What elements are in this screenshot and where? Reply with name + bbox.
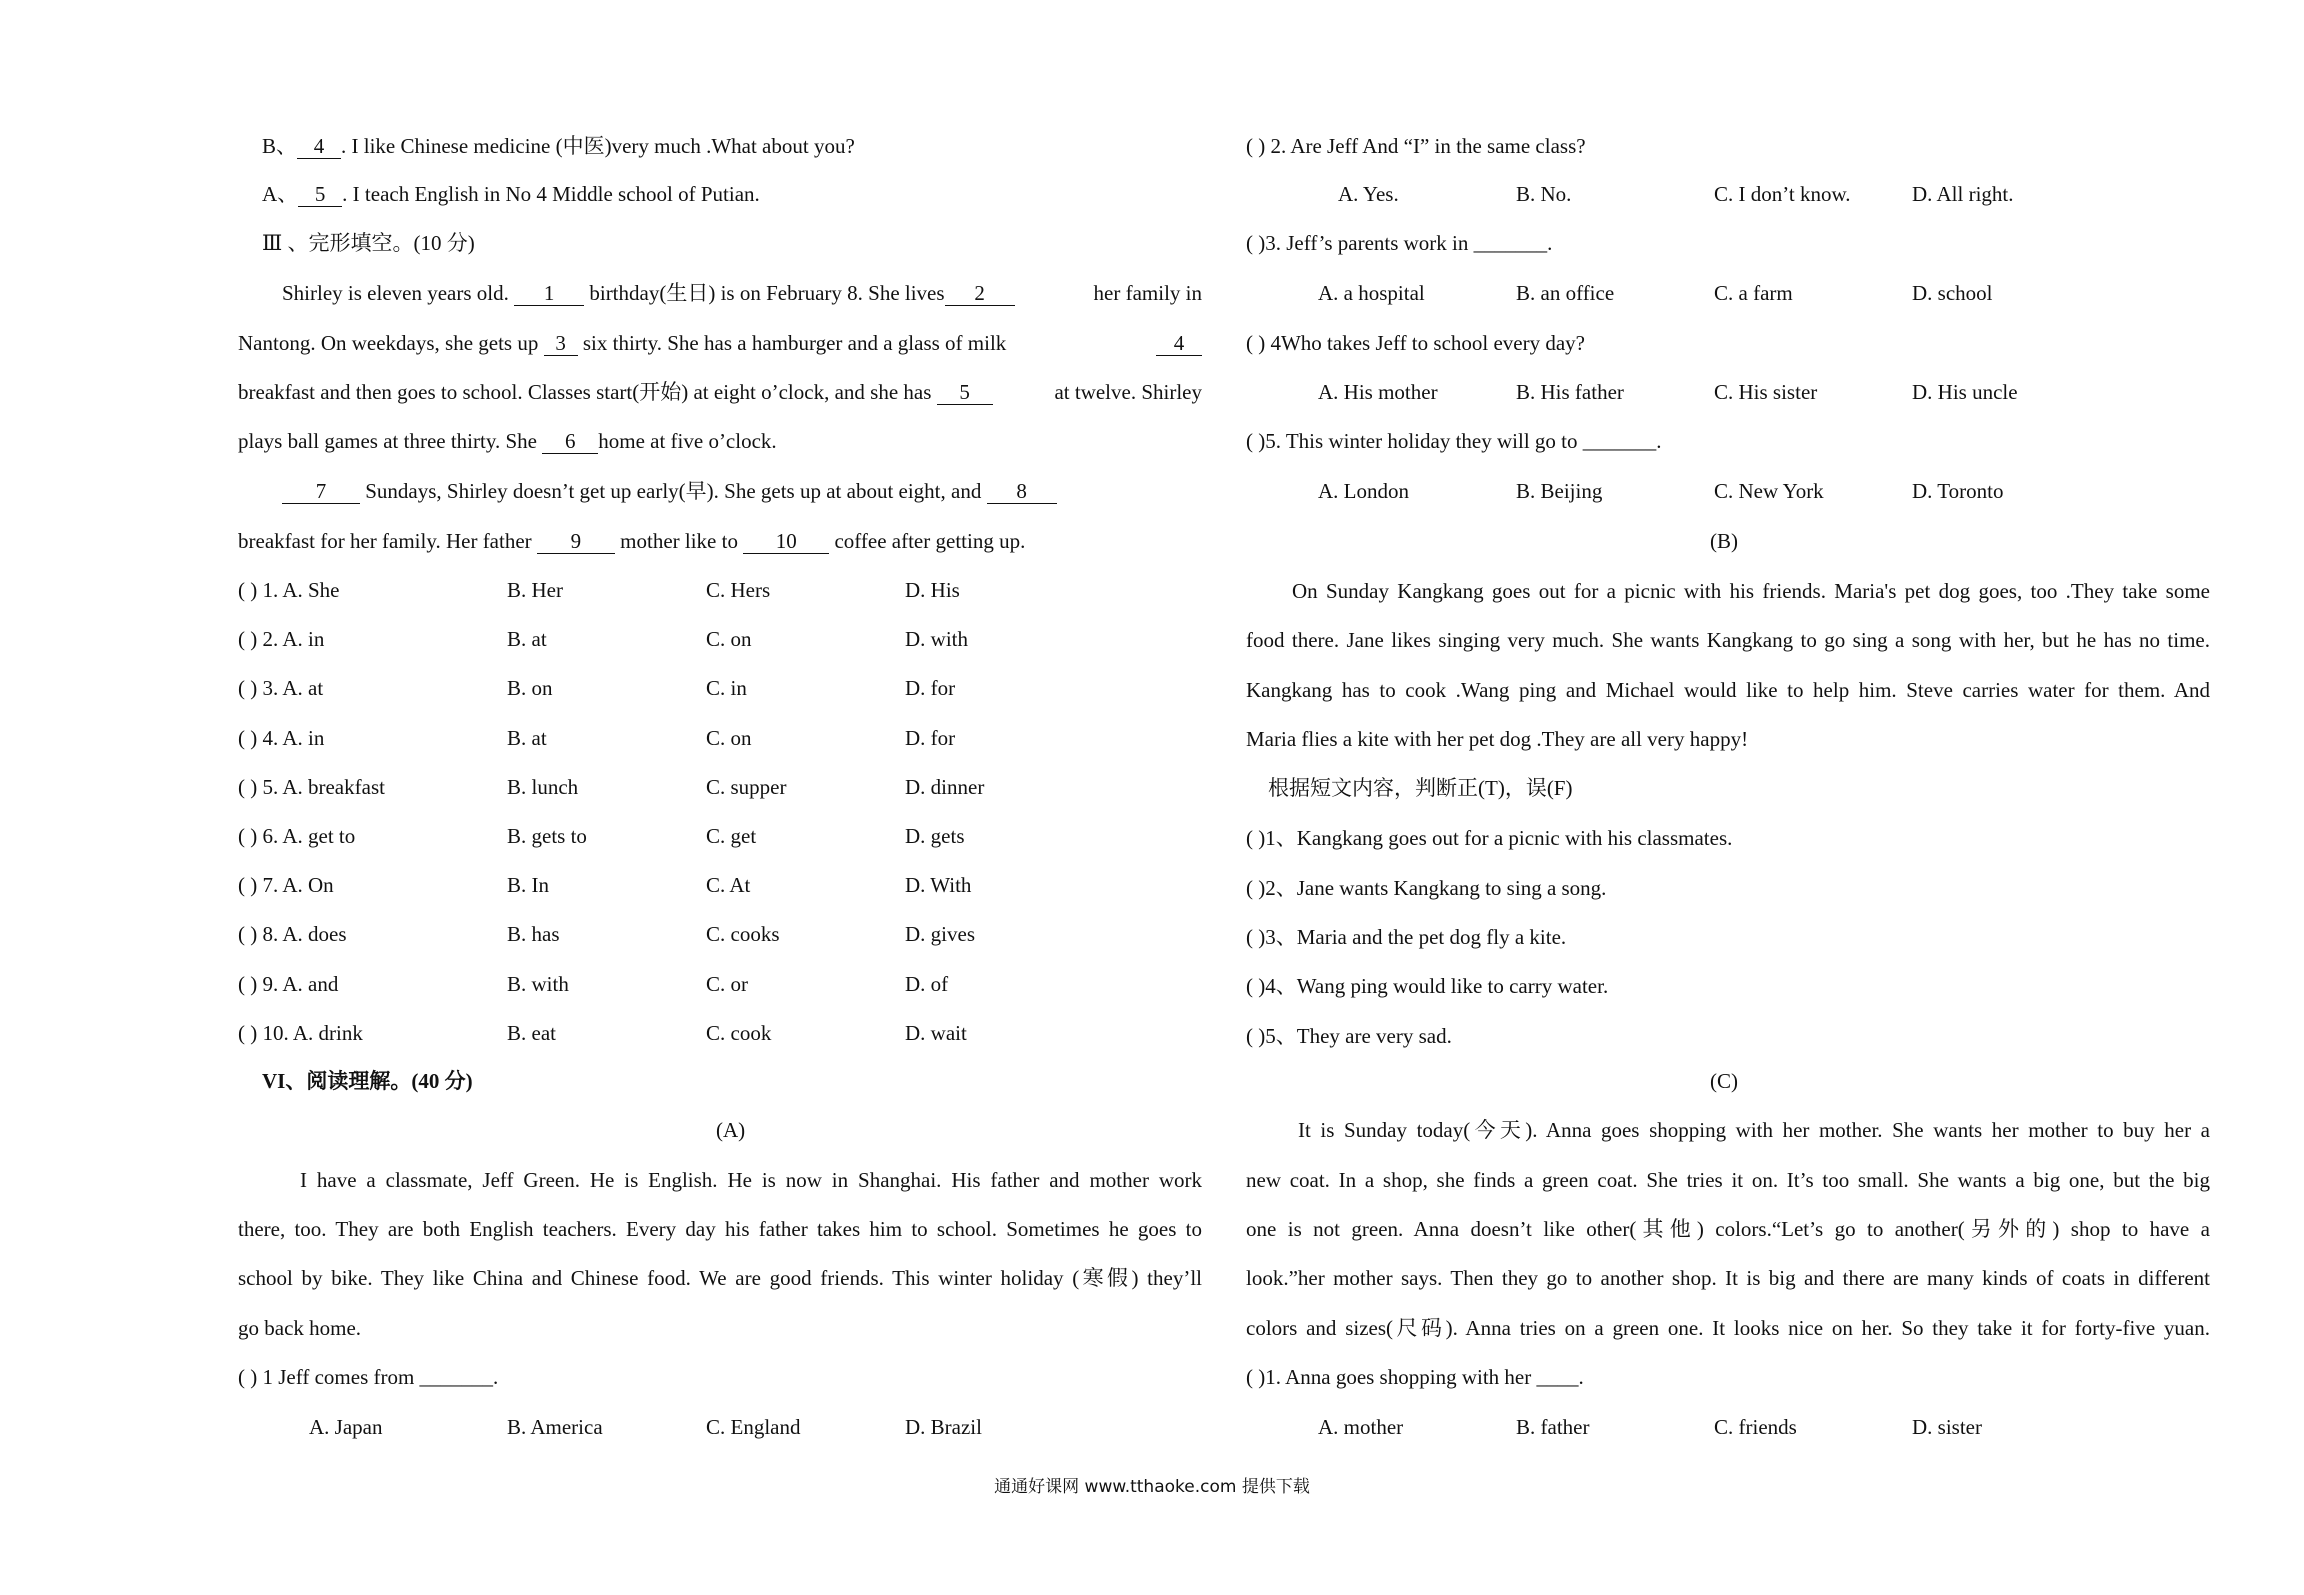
footer-credit: 通通好课网 www.tthaoke.com 提供下载 [994,1477,1310,1497]
cloze-blank-3: 3 [544,333,578,356]
option-a: A. His mother [1318,380,1438,404]
cloze-option: C. or [706,972,748,996]
option-d: D. All right. [1912,182,2014,206]
cloze-option: C. on [706,726,752,750]
cloze-option: C. supper [706,775,787,799]
question-a2: ( ) 2. Are Jeff And “I” in the same class? [1246,134,1586,158]
option-b: B. Beijing [1516,479,1603,503]
cloze-option: B. with [507,972,569,996]
cloze-option: B. eat [507,1021,556,1045]
passage-a-line: school by bike. They like China and Chinese food. We are good friends. This winter holiday (寒假) they’ll [238,1266,1202,1290]
cloze-option: D. With [905,873,972,897]
passage-c-line: look.”her mother says. Then they go to another shop. It is big and there are many kinds of coats in different [1246,1266,2210,1290]
cloze-line-5: 7 Sundays, Shirley doesn’t get up early(早). She gets up at about eight, and 8 [282,481,1202,504]
passage-c-line: one is not green. Anna doesn’t like other(其他) colors.“Let’s go to another(另外的) shop to have a [1246,1217,2210,1241]
passage-a-line: go back home. [238,1316,362,1340]
cloze-option: B. at [507,627,547,651]
option-c: C. friends [1714,1415,1797,1439]
cloze-option: B. Her [507,578,563,602]
cloze-option: C. At [706,873,751,897]
cloze-blank-8: 8 [987,481,1057,504]
tf-statement: ( )4、Wang ping would like to carry water. [1246,974,1609,998]
cloze-option: B. In [507,873,549,897]
cloze-option-question: ( ) 3. A. at [238,676,324,700]
cloze-option: D. wait [905,1021,967,1045]
option-d: D. His uncle [1912,380,2018,404]
cloze-option: D. with [905,627,968,651]
cloze-option: D. of [905,972,949,996]
cloze-option: B. gets to [507,824,587,848]
cloze-option: D. His [905,578,960,602]
cloze-blank-1: 1 [514,283,584,306]
cloze-option: B. has [507,922,560,946]
dialog-line-b [262,136,855,159]
cloze-option-question: ( ) 8. A. does [238,922,347,946]
option-a: A. Japan [309,1415,383,1439]
passage-b-instruction: 根据短文内容，判断正(T)，误(F) [1268,776,1573,800]
dialog-line-a [262,184,760,207]
option-b: B. His father [1516,380,1624,404]
cloze-option: C. Hers [706,578,771,602]
passage-c-line: It is Sunday today(今天). Anna goes shopping with her mother. She wants her mother to buy her a [1298,1118,2210,1142]
cloze-option-question: ( ) 9. A. and [238,972,339,996]
tf-statement: ( )5、They are very sad. [1246,1024,1452,1048]
question-a5: ( )5. This winter holiday they will go to _______. [1246,429,1662,453]
cloze-line-6: breakfast for her family. Her father 9 mother like to 10 coffee after getting up. [238,529,1026,553]
dialog-speaker: A、 [262,182,299,206]
cloze-blank-7: 7 [282,481,360,504]
cloze-line-3: breakfast and then goes to school. Classes start(开始) at eight o’clock, and she has 5 at twelve. Shirley [238,380,1202,404]
cloze-option: C. in [706,676,747,700]
option-a: A. London [1318,479,1409,503]
cloze-blank-2: 2 [945,283,1015,306]
option-b: B. America [507,1415,603,1439]
section3-title: Ⅲ 、完形填空。(10 分) [262,231,475,255]
cloze-option-question: ( ) 5. A. breakfast [238,775,385,799]
option-c: C. I don’t know. [1714,182,1851,206]
option-a: A. mother [1318,1415,1404,1439]
passage-a-line: there, too. They are both English teachers. Every day his father takes him to school. Sometimes he goes to [238,1217,1202,1241]
passage-b-label: (B) [1710,529,1738,553]
option-d: D. school [1912,281,1993,305]
option-a: A. Yes. [1338,182,1399,206]
cloze-option: C. cooks [706,922,780,946]
cloze-option: D. gives [905,922,975,946]
question-a1: ( ) 1 Jeff comes from _______. [238,1365,499,1389]
passage-a-label: (A) [716,1118,746,1142]
question-a4: ( ) 4Who takes Jeff to school every day? [1246,331,1585,355]
section6-title: VI、阅读理解。(40 分) [262,1069,473,1093]
cloze-option-question: ( ) 6. A. get to [238,824,356,848]
option-a: A. a hospital [1318,281,1425,305]
cloze-option: C. cook [706,1021,772,1045]
cloze-option: D. for [905,676,956,700]
cloze-option-question: ( ) 10. A. drink [238,1021,363,1045]
cloze-option: D. for [905,726,956,750]
passage-c-line: colors and sizes(尺码). Anna tries on a green one. It looks nice on her. So they take it for forty-five yuan. [1246,1316,2210,1340]
cloze-option: B. at [507,726,547,750]
cloze-option-question: ( ) 2. A. in [238,627,325,651]
cloze-blank-5: 5 [937,382,993,405]
cloze-option: D. gets [905,824,965,848]
cloze-line-4: plays ball games at three thirty. She 6 home at five o’clock. [238,429,777,453]
cloze-line-1: Shirley is eleven years old. 1 birthday(生日) is on February 8. She lives 2 her family in [282,281,1202,305]
passage-c-line: new coat. In a shop, she finds a green coat. She tries it on. It’s too small. She wants a big one, but the big [1246,1168,2210,1192]
cloze-blank-10: 10 [743,531,829,554]
passage-b-line: food there. Jane likes singing very much. She wants Kangkang to go sing a song with her, but he has no time. [1246,628,2210,652]
passage-b-line: Kangkang has to cook .Wang ping and Michael would like to help him. Steve carries water for them. And [1246,678,2210,702]
option-b: B. father [1516,1415,1590,1439]
passage-b-line: On Sunday Kangkang goes out for a picnic with his friends. Maria's pet dog goes, too .They take some [1292,579,2210,603]
option-c: C. His sister [1714,380,1818,404]
dialog-blank: 5 [298,184,342,207]
tf-statement: ( )3、Maria and the pet dog fly a kite. [1246,925,1567,949]
dialog-speaker: B、 [262,134,298,158]
dialog-blank: 4 [297,136,341,159]
passage-b-line: Maria flies a kite with her pet dog .They are all very happy! [1246,727,1749,751]
cloze-option-question: ( ) 1. A. She [238,578,340,602]
option-c: C. England [706,1415,801,1439]
option-c: C. New York [1714,479,1824,503]
cloze-line-2: Nantong. On weekdays, she gets up 3 six thirty. She has a hamburger and a glass of milk 4 [238,333,1202,356]
cloze-option-question: ( ) 7. A. On [238,873,334,897]
option-d: D. sister [1912,1415,1982,1439]
cloze-option: C. get [706,824,757,848]
cloze-blank-4: 4 [1156,333,1202,356]
cloze-option-question: ( ) 4. A. in [238,726,325,750]
cloze-option: B. lunch [507,775,579,799]
question-c1: ( )1. Anna goes shopping with her ____. [1246,1365,1584,1389]
question-a3: ( )3. Jeff’s parents work in _______. [1246,231,1553,255]
dialog-text: . I like Chinese medicine (中医)very much .What about you? [341,134,855,158]
option-d: D. Toronto [1912,479,2004,503]
passage-a-line: I have a classmate, Jeff Green. He is English. He is now in Shanghai. His father and mother work [300,1168,1202,1192]
option-c: C. a farm [1714,281,1793,305]
cloze-blank-6: 6 [542,431,598,454]
cloze-option: C. on [706,627,752,651]
option-b: B. No. [1516,182,1572,206]
option-b: B. an office [1516,281,1615,305]
passage-c-label: (C) [1710,1069,1738,1093]
option-d: D. Brazil [905,1415,982,1439]
cloze-option: B. on [507,676,553,700]
cloze-option: D. dinner [905,775,985,799]
tf-statement: ( )1、Kangkang goes out for a picnic with his classmates. [1246,826,1733,850]
dialog-text: . I teach English in No 4 Middle school of Putian. [342,182,760,206]
tf-statement: ( )2、Jane wants Kangkang to sing a song. [1246,876,1607,900]
cloze-blank-9: 9 [537,531,615,554]
